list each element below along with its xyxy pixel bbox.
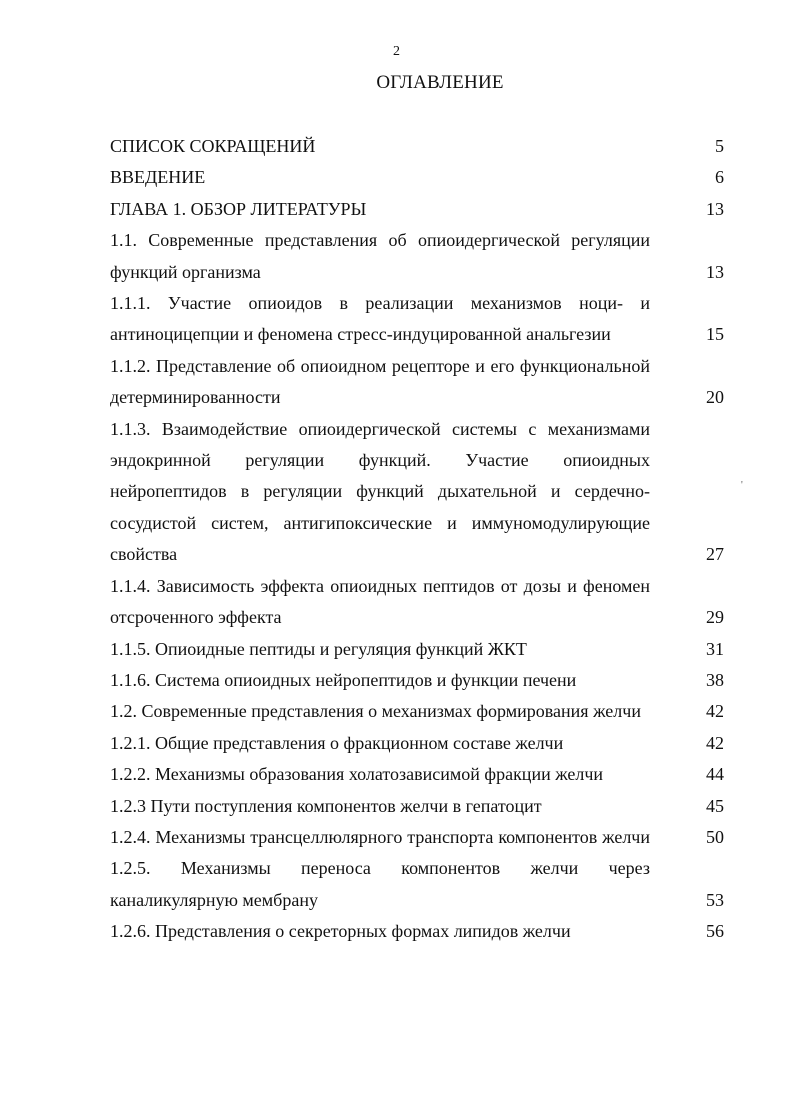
table-of-contents [110, 131, 724, 948]
toc-entry-page: 6 [715, 167, 724, 188]
toc-entry-page: 15 [706, 324, 724, 345]
toc-entry-1-1-5[interactable] [110, 634, 724, 665]
toc-entry-1-2-6[interactable] [110, 916, 724, 947]
toc-entry-title: 1.1.2. Представление об опиоидном рецепторе и его функциональной детерминированности [110, 355, 650, 408]
toc-entry-title: 1.2.6. Представления о секреторных формах липидов желчи [110, 921, 571, 942]
toc-entry-page: 13 [706, 261, 724, 282]
toc-entry-abbreviations[interactable] [110, 131, 724, 162]
toc-entry-title: ВВЕДЕНИЕ [110, 167, 206, 188]
toc-entry-1-1-3[interactable] [110, 414, 724, 571]
toc-entry-title: 1.2.1. Общие представления о фракционном составе желчи [110, 732, 564, 753]
toc-entry-title: ГЛАВА 1. ОБЗОР ЛИТЕРАТУРЫ [110, 198, 367, 219]
toc-entry-1-2-4[interactable] [110, 822, 724, 853]
toc-entry-title: 1.1.1. Участие опиоидов в реализации механизмов ноци- и антиноцицепции и феномена стресс-индуцированной анальгезии [110, 293, 650, 345]
toc-entry-title: 1.2.5. Механизмы переноса компонентов желчи через каналикулярную мембрану [110, 858, 650, 910]
toc-entry-page: 45 [706, 795, 724, 816]
toc-entry-page: 31 [706, 638, 724, 659]
toc-entry-page: 56 [706, 921, 724, 942]
toc-entry-page: 42 [706, 732, 724, 753]
toc-entry-title: 1.1. Современные представления об опиоидергической регуляции функций организма [110, 230, 650, 282]
toc-entry-page: 38 [706, 669, 724, 690]
toc-entry-1-2-1[interactable] [110, 728, 724, 759]
toc-entry-page: 13 [706, 198, 724, 219]
toc-entry-introduction[interactable] [110, 162, 724, 193]
toc-entry-title: 1.2.2. Механизмы образования холатозависимой фракции желчи [110, 764, 604, 785]
toc-entry-page: 53 [706, 889, 724, 910]
scan-mark: ' [741, 480, 743, 491]
toc-entry-page: 20 [706, 387, 724, 408]
toc-entry-1-1-6[interactable] [110, 665, 724, 696]
toc-entry-chapter-1[interactable] [110, 194, 724, 225]
toc-entry-1-2-5[interactable] [110, 853, 724, 916]
toc-entry-1-1-1[interactable] [110, 288, 724, 351]
toc-entry-title: 1.1.6. Система опиоидных нейропептидов и функции печени [110, 669, 577, 690]
toc-entry-1-1-2[interactable] [110, 351, 724, 414]
toc-entry-title: 1.2. Современные представления о механизмах формирования желчи [110, 701, 641, 722]
toc-entry-title: 1.1.4. Зависимость эффекта опиоидных пептидов от дозы и феномен отсроченного эффекта [110, 575, 650, 628]
toc-entry-1-1-4[interactable] [110, 571, 724, 634]
toc-entry-1-2-3[interactable] [110, 791, 724, 822]
toc-entry-1-1[interactable] [110, 225, 724, 288]
page-number: 2 [393, 44, 400, 59]
page-title: ОГЛАВЛЕНИЕ [376, 72, 504, 93]
toc-entry-title: 1.1.5. Опиоидные пептиды и регуляция функций ЖКТ [110, 638, 527, 659]
toc-entry-title: 1.2.3 Пути поступления компонентов желчи в гепатоцит [110, 795, 542, 816]
toc-entry-title: 1.2.4. Механизмы трансцеллюлярного транспорта компонентов желчи [110, 826, 650, 847]
toc-entry-title: 1.1.3. Взаимодействие опиоидергической системы с механизмами эндокринной регуляции функций. Участие опиоидных нейропептидов в регуляции функций дыхательной и сердечно-сосудистой систем, антигипоксические и иммуномодулирующие свойства [110, 418, 650, 565]
toc-entry-page: 50 [706, 826, 724, 847]
toc-entry-1-2[interactable] [110, 696, 724, 727]
toc-entry-page: 44 [706, 764, 724, 785]
toc-entry-1-2-2[interactable] [110, 759, 724, 790]
toc-entry-page: 42 [706, 701, 724, 722]
toc-entry-page: 27 [706, 544, 724, 565]
toc-entry-page: 29 [706, 607, 724, 628]
toc-entry-page: 5 [715, 136, 724, 156]
toc-entry-title: СПИСОК СОКРАЩЕНИЙ [110, 136, 316, 156]
